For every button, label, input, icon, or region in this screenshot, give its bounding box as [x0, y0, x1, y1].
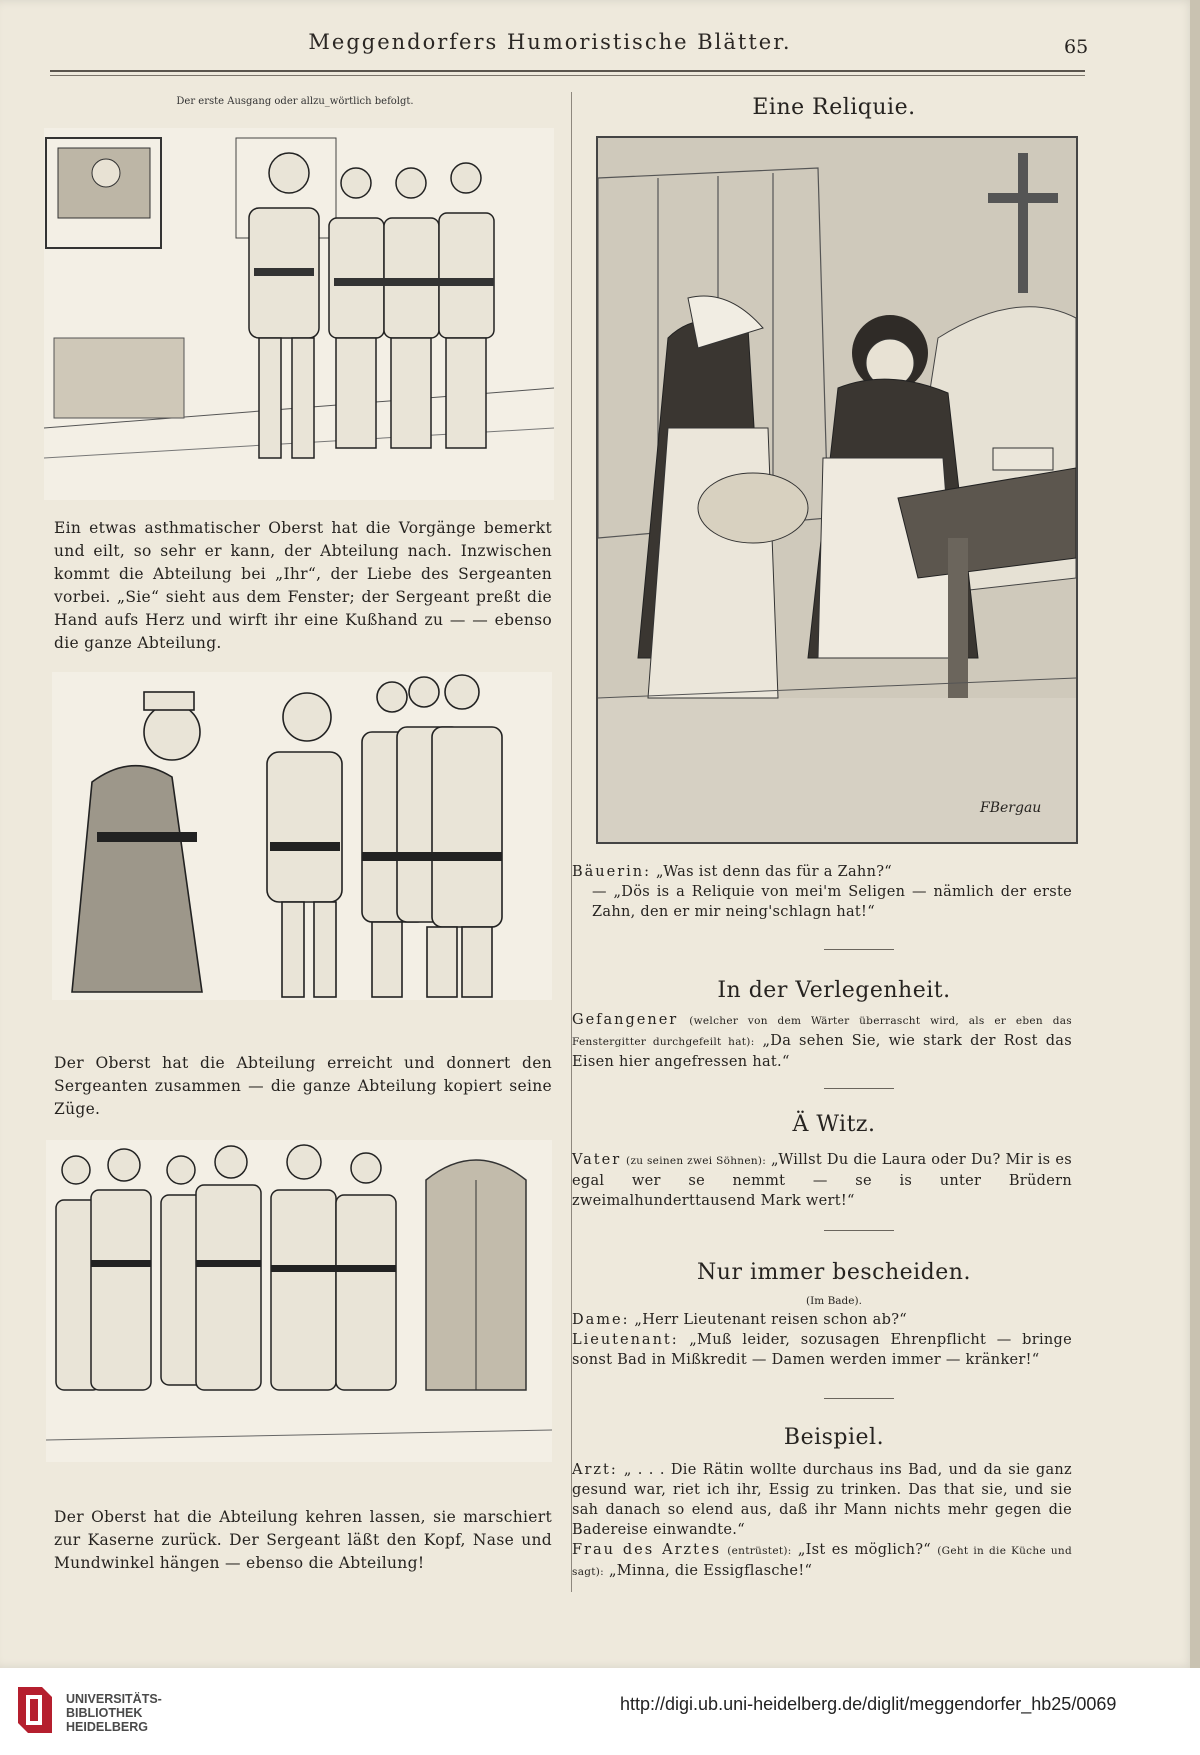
- speaker-gefangener: Gefangener: [572, 1012, 679, 1028]
- library-logo-icon: [12, 1681, 58, 1739]
- beispiel-note-2: (entrüstet):: [727, 1545, 792, 1557]
- caption-3: Der Oberst hat die Abteilung kehren lassen, sie marschiert zur Kaserne zurück. Der Sergeant läßt den Kopf, Nase und Mundwinkel hängen — ebenso die Abteilung!: [54, 1508, 552, 1572]
- verlegenheit-note: (welcher von dem Wärter überrascht wird, als er eben das Fenstergitter durchgefeilt hat):: [572, 1015, 1072, 1048]
- speaker-dame: Dame:: [572, 1312, 630, 1328]
- section-rule: [824, 1398, 894, 1399]
- header-rule: [50, 70, 1085, 72]
- speaker-lieutenant: Lieutenant:: [572, 1332, 679, 1348]
- witz-text: [572, 1150, 1072, 1211]
- beispiel-line-1: „ . . . Die Rätin wollte durchaus ins Bad, und da sie ganz gesund war, riet ich ihr, Essig zu trinken. Das that sie, und sie sah danach so elend aus, daß ihr Mann nichts mehr gegen die Badereise einwandte.“: [572, 1462, 1072, 1538]
- caption-1: Ein etwas asthmatischer Oberst hat die Vorgänge bemerkt und eilt, so sehr er kann, der Abteilung nach. Inzwischen kommt die Abteilung bei „Ihr“, der Liebe des Sergeanten vorbei. „Sie“ sieht aus dem Fenster; der Sergeant preßt die Hand aufs Herz und wirft ihr eine Kußhand zu — — ebenso die ganze Abteilung.: [54, 519, 552, 652]
- section-rule: [824, 949, 894, 950]
- speaker-baeuerin: Bäuerin:: [572, 864, 652, 880]
- reliquie-line-1: „Was ist denn das für a Zahn?“: [655, 864, 892, 880]
- title-reliquie: Eine Reliquie.: [752, 95, 916, 120]
- beispiel-line-2: „Ist es möglich?“: [797, 1542, 931, 1558]
- section-rule: [824, 1088, 894, 1089]
- running-title: Meggendorfers Humoristische Blätter.: [308, 30, 792, 54]
- speaker-arzt: Arzt:: [572, 1462, 618, 1478]
- illustration-colonel-scolds: [52, 672, 552, 1000]
- header-rule-thin: [50, 75, 1085, 76]
- library-name: UNIVERSITÄTS- BIBLIOTHEK HEIDELBERG: [66, 1692, 162, 1734]
- illustration-march-back: [46, 1140, 552, 1462]
- source-url-link[interactable]: http://digi.ub.uni-heidelberg.de/diglit/meggendorfer_hb25/0069: [620, 1694, 1117, 1714]
- comic-title: Der erste Ausgang oder allzu_wörtlich befolgt.: [176, 96, 414, 107]
- bescheiden-dialogue: [572, 1310, 1072, 1370]
- verlegenheit-quote: „Da sehen Sie, wie stark der Rost das Eisen hier angefressen hat.“: [572, 1033, 1072, 1070]
- beispiel-dialogue: [572, 1460, 1072, 1582]
- speaker-vater: Vater: [572, 1152, 622, 1168]
- beispiel-note-3: (Geht in die Küche und sagt):: [572, 1545, 1073, 1578]
- bescheiden-line-2: „Muß leider, sozusagen Ehrenpflicht — bringe sonst Bad in Mißkredit — Damen werden immer — kränker!“: [572, 1332, 1072, 1368]
- artist-signature: FBergau: [980, 800, 1042, 816]
- bescheiden-setting: (Im Bade).: [806, 1295, 862, 1307]
- title-witz: Ä Witz.: [792, 1112, 876, 1137]
- speaker-frau-des-arztes: Frau des Arztes: [572, 1542, 722, 1558]
- section-rule: [824, 1230, 894, 1231]
- witz-quote: „Willst Du die Laura oder Du? Mir is es egal wer se nemmt — se is unter Brüdern zweimalhunderttausend Mark wert!“: [572, 1152, 1072, 1209]
- page-number: 65: [1064, 36, 1089, 58]
- title-beispiel: Beispiel.: [783, 1425, 885, 1450]
- reliquie-dialogue: [572, 862, 1072, 922]
- illustration-kiss-hand: [44, 128, 554, 500]
- bescheiden-line-1: „Herr Lieutenant reisen schon ab?“: [634, 1312, 907, 1328]
- beispiel-line-3: „Minna, die Essigflasche!“: [608, 1563, 813, 1579]
- illustration-reliquie: [596, 136, 1078, 844]
- witz-note: (zu seinen zwei Söhnen):: [626, 1155, 767, 1167]
- title-bescheiden: Nur immer bescheiden.: [697, 1260, 971, 1285]
- reliquie-line-2: — „Dös is a Reliquie von mei'm Seligen — nämlich der erste Zahn, den er mir neing'schlagn hat!“: [592, 884, 1072, 920]
- verlegenheit-text: [572, 1010, 1072, 1072]
- caption-2: Der Oberst hat die Abteilung erreicht und donnert den Sergeanten zusammen — die ganze Abteilung kopiert seine Züge.: [54, 1054, 552, 1118]
- page-edge: [1190, 0, 1200, 1668]
- title-verlegenheit: In der Verlegenheit.: [717, 978, 951, 1003]
